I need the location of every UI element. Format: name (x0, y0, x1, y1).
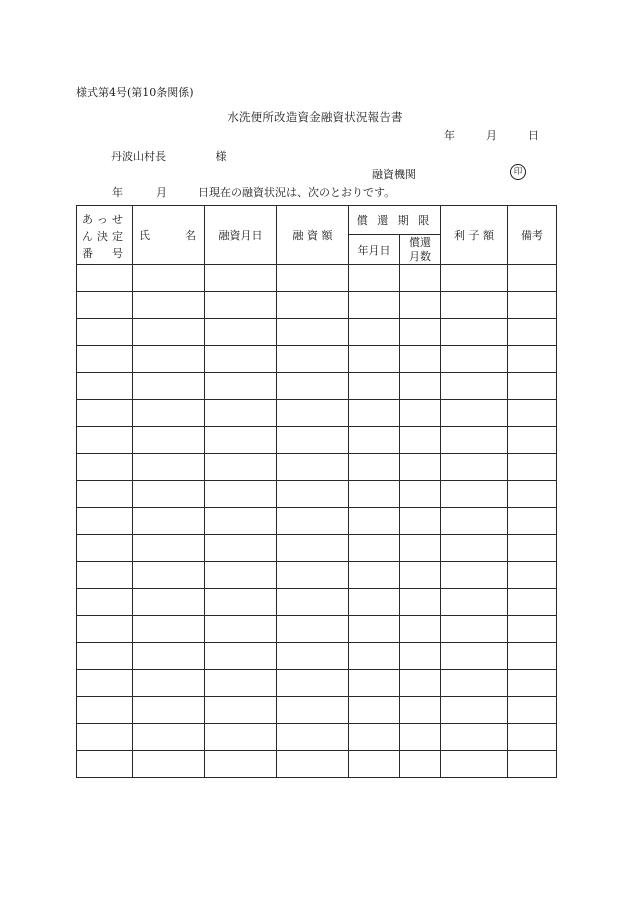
cell-approval-number[interactable] (77, 616, 133, 643)
cell-repayment-date[interactable] (349, 346, 400, 373)
cell-loan-date[interactable] (205, 562, 277, 589)
status-month-label: 月 (156, 186, 167, 199)
table-row (77, 589, 557, 616)
cell-loan-date[interactable] (205, 319, 277, 346)
report-date (444, 127, 539, 143)
cell-interest[interactable] (441, 562, 508, 589)
cell-approval-number[interactable] (77, 562, 133, 589)
table-row (77, 535, 557, 562)
cell-name[interactable] (133, 265, 205, 292)
cell-repayment-months[interactable] (400, 697, 441, 724)
cell-loan-amount[interactable] (277, 724, 349, 751)
table-row (77, 265, 557, 292)
cell-remarks[interactable] (508, 319, 557, 346)
cell-name[interactable] (133, 643, 205, 670)
cell-repayment-months[interactable] (400, 346, 441, 373)
date-month-label: 月 (486, 129, 497, 142)
table-row (77, 508, 557, 535)
cell-loan-date[interactable] (205, 697, 277, 724)
cell-remarks[interactable] (508, 508, 557, 535)
cell-name[interactable] (133, 562, 205, 589)
cell-remarks[interactable] (508, 427, 557, 454)
header-loan-amount: 融 資 額 (277, 206, 349, 265)
cell-name[interactable] (133, 373, 205, 400)
cell-name[interactable] (133, 292, 205, 319)
cell-repayment-months[interactable] (400, 265, 441, 292)
cell-interest[interactable] (441, 508, 508, 535)
table-row (77, 562, 557, 589)
table-row (77, 346, 557, 373)
cell-repayment-date[interactable] (349, 373, 400, 400)
cell-interest[interactable] (441, 481, 508, 508)
cell-repayment-date[interactable] (349, 319, 400, 346)
cell-repayment-months[interactable] (400, 400, 441, 427)
cell-loan-date[interactable] (205, 346, 277, 373)
header-repayment-date: 年月日 (349, 235, 400, 265)
cell-loan-amount[interactable] (277, 616, 349, 643)
cell-loan-amount[interactable] (277, 373, 349, 400)
cell-repayment-date[interactable] (349, 724, 400, 751)
cell-loan-date[interactable] (205, 535, 277, 562)
cell-interest[interactable] (441, 292, 508, 319)
cell-loan-amount[interactable] (277, 427, 349, 454)
cell-name[interactable] (133, 670, 205, 697)
cell-remarks[interactable] (508, 670, 557, 697)
cell-name[interactable] (133, 508, 205, 535)
cell-name[interactable] (133, 346, 205, 373)
honorific: 様 (215, 150, 227, 163)
cell-interest[interactable] (441, 427, 508, 454)
cell-interest[interactable] (441, 346, 508, 373)
cell-approval-number[interactable] (77, 751, 133, 778)
cell-interest[interactable] (441, 697, 508, 724)
cell-loan-date[interactable] (205, 643, 277, 670)
cell-repayment-date[interactable] (349, 697, 400, 724)
cell-loan-amount[interactable] (277, 400, 349, 427)
cell-interest[interactable] (441, 751, 508, 778)
cell-repayment-months[interactable] (400, 481, 441, 508)
header-remarks: 備考 (508, 206, 557, 265)
cell-approval-number[interactable] (77, 535, 133, 562)
cell-repayment-date[interactable] (349, 616, 400, 643)
cell-loan-amount[interactable] (277, 481, 349, 508)
cell-approval-number[interactable] (77, 265, 133, 292)
cell-approval-number[interactable] (77, 643, 133, 670)
cell-loan-date[interactable] (205, 427, 277, 454)
cell-approval-number[interactable] (77, 454, 133, 481)
cell-loan-amount[interactable] (277, 697, 349, 724)
cell-repayment-months[interactable] (400, 562, 441, 589)
cell-loan-date[interactable] (205, 616, 277, 643)
cell-interest[interactable] (441, 373, 508, 400)
cell-loan-date[interactable] (205, 265, 277, 292)
cell-repayment-date[interactable] (349, 535, 400, 562)
cell-remarks[interactable] (508, 400, 557, 427)
cell-repayment-months[interactable] (400, 292, 441, 319)
status-year-label: 年 (112, 186, 123, 199)
table-row (77, 373, 557, 400)
addressee-name: 丹波山村長 (111, 150, 166, 163)
cell-interest[interactable] (441, 589, 508, 616)
cell-name[interactable] (133, 589, 205, 616)
cell-repayment-date[interactable] (349, 562, 400, 589)
header-loan-date: 融資月日 (205, 206, 277, 265)
cell-interest[interactable] (441, 454, 508, 481)
header-repayment-months: 償還 月数 (400, 235, 441, 265)
cell-repayment-date[interactable] (349, 508, 400, 535)
cell-name[interactable] (133, 427, 205, 454)
cell-repayment-date[interactable] (349, 670, 400, 697)
header-name: 氏 名 (133, 206, 205, 265)
cell-repayment-date[interactable] (349, 292, 400, 319)
cell-name[interactable] (133, 400, 205, 427)
table-row (77, 643, 557, 670)
cell-remarks[interactable] (508, 589, 557, 616)
cell-interest[interactable] (441, 535, 508, 562)
cell-interest[interactable] (441, 670, 508, 697)
table-row (77, 292, 557, 319)
cell-loan-date[interactable] (205, 454, 277, 481)
cell-repayment-months[interactable] (400, 454, 441, 481)
cell-repayment-months[interactable] (400, 643, 441, 670)
cell-approval-number[interactable] (77, 427, 133, 454)
cell-repayment-months[interactable] (400, 616, 441, 643)
loan-status-table (76, 205, 557, 778)
cell-loan-date[interactable] (205, 292, 277, 319)
cell-loan-amount[interactable] (277, 562, 349, 589)
cell-loan-amount[interactable] (277, 751, 349, 778)
addressee (111, 148, 227, 164)
cell-remarks[interactable] (508, 724, 557, 751)
cell-name[interactable] (133, 481, 205, 508)
cell-repayment-months[interactable] (400, 751, 441, 778)
cell-loan-amount[interactable] (277, 589, 349, 616)
cell-interest[interactable] (441, 265, 508, 292)
cell-approval-number[interactable] (77, 373, 133, 400)
cell-repayment-date[interactable] (349, 751, 400, 778)
form-number: 様式第4号(第10条関係) (76, 86, 194, 99)
cell-remarks[interactable] (508, 751, 557, 778)
cell-remarks[interactable] (508, 616, 557, 643)
table-row (77, 481, 557, 508)
cell-approval-number[interactable] (77, 400, 133, 427)
cell-remarks[interactable] (508, 535, 557, 562)
cell-loan-date[interactable] (205, 751, 277, 778)
cell-repayment-date[interactable] (349, 589, 400, 616)
table-body (77, 265, 557, 778)
cell-interest[interactable] (441, 724, 508, 751)
cell-approval-number[interactable] (77, 670, 133, 697)
cell-loan-amount[interactable] (277, 319, 349, 346)
cell-repayment-months[interactable] (400, 319, 441, 346)
cell-repayment-months[interactable] (400, 670, 441, 697)
cell-repayment-months[interactable] (400, 427, 441, 454)
institution-label: 融資機関 (372, 168, 416, 181)
cell-loan-date[interactable] (205, 670, 277, 697)
header-approval-number: あっせ ん決定 番 号 (77, 206, 133, 265)
cell-repayment-date[interactable] (349, 481, 400, 508)
cell-name[interactable] (133, 724, 205, 751)
cell-loan-date[interactable] (205, 400, 277, 427)
cell-loan-date[interactable] (205, 589, 277, 616)
cell-repayment-date[interactable] (349, 427, 400, 454)
cell-remarks[interactable] (508, 265, 557, 292)
cell-loan-amount[interactable] (277, 346, 349, 373)
cell-approval-number[interactable] (77, 319, 133, 346)
date-year-label: 年 (444, 129, 455, 142)
document-title: 水洗便所改造資金融資状況報告書 (227, 110, 403, 124)
cell-repayment-months[interactable] (400, 535, 441, 562)
cell-remarks[interactable] (508, 643, 557, 670)
cell-approval-number[interactable] (77, 292, 133, 319)
cell-remarks[interactable] (508, 481, 557, 508)
cell-repayment-date[interactable] (349, 454, 400, 481)
cell-name[interactable] (133, 751, 205, 778)
table-row (77, 400, 557, 427)
cell-repayment-months[interactable] (400, 724, 441, 751)
cell-loan-date[interactable] (205, 373, 277, 400)
status-statement (112, 184, 395, 200)
cell-loan-amount[interactable] (277, 292, 349, 319)
cell-loan-amount[interactable] (277, 535, 349, 562)
table-row (77, 454, 557, 481)
table-row (77, 697, 557, 724)
cell-remarks[interactable] (508, 697, 557, 724)
cell-approval-number[interactable] (77, 589, 133, 616)
cell-interest[interactable] (441, 319, 508, 346)
cell-approval-number[interactable] (77, 508, 133, 535)
cell-loan-date[interactable] (205, 724, 277, 751)
cell-approval-number[interactable] (77, 724, 133, 751)
cell-remarks[interactable] (508, 373, 557, 400)
cell-loan-date[interactable] (205, 481, 277, 508)
cell-interest[interactable] (441, 616, 508, 643)
header-repayment-period: 償 還 期 限 (349, 206, 441, 235)
cell-loan-amount[interactable] (277, 508, 349, 535)
cell-name[interactable] (133, 319, 205, 346)
table-row (77, 724, 557, 751)
cell-loan-amount[interactable] (277, 265, 349, 292)
date-day-label: 日 (528, 129, 539, 142)
cell-name[interactable] (133, 535, 205, 562)
cell-loan-amount[interactable] (277, 670, 349, 697)
cell-loan-amount[interactable] (277, 643, 349, 670)
cell-name[interactable] (133, 454, 205, 481)
table-row (77, 319, 557, 346)
cell-remarks[interactable] (508, 292, 557, 319)
cell-interest[interactable] (441, 643, 508, 670)
cell-approval-number[interactable] (77, 481, 133, 508)
cell-approval-number[interactable] (77, 346, 133, 373)
cell-remarks[interactable] (508, 346, 557, 373)
cell-loan-amount[interactable] (277, 454, 349, 481)
cell-repayment-date[interactable] (349, 400, 400, 427)
cell-interest[interactable] (441, 400, 508, 427)
table-row (77, 427, 557, 454)
table-row (77, 616, 557, 643)
cell-remarks[interactable] (508, 562, 557, 589)
table-row (77, 670, 557, 697)
cell-name[interactable] (133, 697, 205, 724)
cell-repayment-months[interactable] (400, 589, 441, 616)
cell-repayment-months[interactable] (400, 373, 441, 400)
cell-repayment-months[interactable] (400, 508, 441, 535)
cell-approval-number[interactable] (77, 697, 133, 724)
cell-repayment-date[interactable] (349, 643, 400, 670)
status-text: 日現在の融資状況は、次のとおりです。 (198, 186, 396, 199)
cell-remarks[interactable] (508, 454, 557, 481)
cell-repayment-date[interactable] (349, 265, 400, 292)
header-interest: 利 子 額 (441, 206, 508, 265)
table-row (77, 751, 557, 778)
cell-name[interactable] (133, 616, 205, 643)
cell-loan-date[interactable] (205, 508, 277, 535)
seal-mark: 印 (510, 164, 526, 180)
